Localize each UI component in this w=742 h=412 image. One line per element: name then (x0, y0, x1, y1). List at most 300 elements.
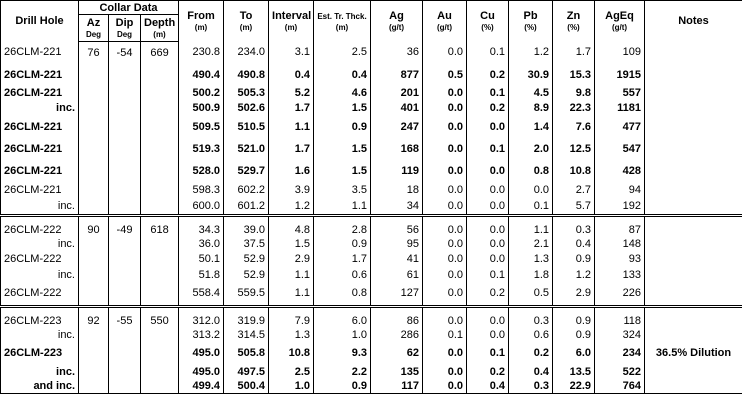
to-cell: 319.9 (224, 314, 269, 328)
drill-hole-cell: 26CLM-221 (1, 138, 79, 160)
est-true-thickness-cell: 9.3 (314, 342, 371, 365)
ag-cell: 36 (371, 42, 423, 65)
ageq-cell: 477 (595, 116, 645, 138)
col-header-az: Az Deg (79, 15, 109, 42)
to-cell: 601.2 (224, 199, 269, 216)
col-header-depth: Depth (m) (141, 15, 179, 42)
dip-cell (109, 268, 141, 282)
au-cell: 0.0 (423, 365, 467, 379)
zn-cell: 0.9 (553, 328, 595, 342)
col-header-pb: Pb (%) (509, 1, 553, 42)
cu-cell: 0.2 (467, 365, 509, 379)
az-cell (79, 282, 109, 307)
cu-cell: 0.0 (467, 182, 509, 199)
notes-cell (645, 101, 742, 116)
from-cell: 312.0 (179, 314, 224, 328)
est-true-thickness-cell: 2.8 (314, 223, 371, 237)
spacer-cell (314, 216, 371, 224)
to-cell: 505.8 (224, 342, 269, 365)
table-row (1, 42, 742, 65)
cu-cell: 0.2 (467, 282, 509, 307)
drill-hole-cell: 26CLM-221 (1, 160, 79, 182)
az-cell (79, 268, 109, 282)
ag-cell: 34 (371, 199, 423, 216)
table-row (1, 328, 742, 342)
interval-cell: 1.7 (269, 101, 314, 116)
to-cell: 314.5 (224, 328, 269, 342)
ageq-cell: 109 (595, 42, 645, 65)
drill-hole-cell: 26CLM-222 (1, 223, 79, 237)
cu-cell: 0.0 (467, 237, 509, 251)
spacer-cell (645, 216, 742, 224)
ageq-cell: 1181 (595, 101, 645, 116)
ageq-cell: 87 (595, 223, 645, 237)
dip-cell (109, 182, 141, 199)
zn-cell: 2.9 (553, 282, 595, 307)
drill-hole-cell: 26CLM-222 (1, 282, 79, 307)
spacer-cell (79, 216, 109, 224)
cu-cell: 0.0 (467, 116, 509, 138)
dip-cell (109, 160, 141, 182)
to-cell: 490.8 (224, 64, 269, 86)
cu-cell: 0.1 (467, 268, 509, 282)
cu-cell: 0.0 (467, 314, 509, 328)
from-cell: 230.8 (179, 42, 224, 65)
notes-cell (645, 223, 742, 237)
from-cell: 598.3 (179, 182, 224, 199)
au-cell: 0.0 (423, 251, 467, 268)
pb-cell: 8.9 (509, 101, 553, 116)
dip-cell (109, 251, 141, 268)
ageq-cell: 148 (595, 237, 645, 251)
dip-cell: -49 (109, 223, 141, 237)
ag-cell: 56 (371, 223, 423, 237)
from-cell: 36.0 (179, 237, 224, 251)
dip-cell (109, 86, 141, 101)
to-cell: 37.5 (224, 237, 269, 251)
notes-cell (645, 314, 742, 328)
drill-hole-cell: and inc. (1, 379, 79, 394)
spacer-cell (509, 216, 553, 224)
spacer-cell (423, 216, 467, 224)
az-cell (79, 251, 109, 268)
az-cell (79, 199, 109, 216)
ageq-cell: 118 (595, 314, 645, 328)
az-cell (79, 379, 109, 394)
dip-cell (109, 138, 141, 160)
to-cell: 52.9 (224, 268, 269, 282)
est-true-thickness-cell: 0.4 (314, 64, 371, 86)
ag-cell: 401 (371, 101, 423, 116)
to-cell: 529.7 (224, 160, 269, 182)
pb-cell: 0.8 (509, 160, 553, 182)
interval-cell: 1.3 (269, 328, 314, 342)
au-cell: 0.5 (423, 64, 467, 86)
au-cell: 0.0 (423, 223, 467, 237)
depth-cell (141, 237, 179, 251)
interval-cell: 1.2 (269, 199, 314, 216)
ageq-cell: 547 (595, 138, 645, 160)
az-cell: 76 (79, 42, 109, 65)
au-cell: 0.0 (423, 42, 467, 65)
ageq-cell: 94 (595, 182, 645, 199)
az-cell (79, 160, 109, 182)
au-cell: 0.0 (423, 101, 467, 116)
ag-cell: 247 (371, 116, 423, 138)
cu-cell: 0.0 (467, 251, 509, 268)
table-row (1, 116, 742, 138)
dip-cell (109, 237, 141, 251)
interval-cell: 0.4 (269, 64, 314, 86)
est-true-thickness-cell: 1.5 (314, 160, 371, 182)
col-header-notes: Notes (645, 1, 742, 42)
ag-cell: 877 (371, 64, 423, 86)
dip-cell (109, 116, 141, 138)
from-cell: 490.4 (179, 64, 224, 86)
interval-cell: 1.7 (269, 138, 314, 160)
pb-cell: 0.0 (509, 182, 553, 199)
to-cell: 52.9 (224, 251, 269, 268)
au-cell: 0.0 (423, 116, 467, 138)
drill-hole-cell: 26CLM-221 (1, 182, 79, 199)
from-cell: 528.0 (179, 160, 224, 182)
ag-cell: 61 (371, 268, 423, 282)
spacer-cell (79, 307, 109, 315)
cu-cell: 0.0 (467, 328, 509, 342)
depth-cell (141, 251, 179, 268)
az-cell (79, 116, 109, 138)
depth-cell (141, 182, 179, 199)
ag-cell: 286 (371, 328, 423, 342)
col-header-interval: Interval (m) (269, 1, 314, 42)
spacer-cell (371, 216, 423, 224)
to-cell: 502.6 (224, 101, 269, 116)
from-cell: 499.4 (179, 379, 224, 394)
ag-cell: 168 (371, 138, 423, 160)
zn-cell: 9.8 (553, 86, 595, 101)
col-header-au: Au (g/t) (423, 1, 467, 42)
est-true-thickness-cell: 2.5 (314, 42, 371, 65)
spacer-cell (1, 307, 79, 315)
table-row (1, 379, 742, 394)
pb-cell: 1.3 (509, 251, 553, 268)
zn-cell: 0.4 (553, 237, 595, 251)
from-cell: 51.8 (179, 268, 224, 282)
dip-cell (109, 101, 141, 116)
notes-cell (645, 251, 742, 268)
au-cell: 0.0 (423, 342, 467, 365)
depth-cell (141, 328, 179, 342)
col-header-ag: Ag (g/t) (371, 1, 423, 42)
pb-cell: 0.5 (509, 282, 553, 307)
depth-cell (141, 160, 179, 182)
notes-cell (645, 64, 742, 86)
ag-cell: 119 (371, 160, 423, 182)
to-cell: 510.5 (224, 116, 269, 138)
drill-hole-cell: inc. (1, 268, 79, 282)
az-cell: 92 (79, 314, 109, 328)
table-body (1, 42, 742, 394)
to-cell: 505.3 (224, 86, 269, 101)
ageq-cell: 1915 (595, 64, 645, 86)
depth-cell (141, 282, 179, 307)
ageq-cell: 133 (595, 268, 645, 282)
spacer-cell (314, 307, 371, 315)
au-cell: 0.0 (423, 379, 467, 394)
interval-cell: 2.9 (269, 251, 314, 268)
drill-hole-cell: inc. (1, 365, 79, 379)
pb-cell: 0.3 (509, 379, 553, 394)
az-cell (79, 365, 109, 379)
cu-cell: 0.0 (467, 199, 509, 216)
notes-cell (645, 199, 742, 216)
ageq-cell: 226 (595, 282, 645, 307)
table-row (1, 182, 742, 199)
cu-cell: 0.2 (467, 101, 509, 116)
pb-cell: 2.0 (509, 138, 553, 160)
table-row (1, 268, 742, 282)
cu-cell: 0.1 (467, 42, 509, 65)
interval-cell: 2.5 (269, 365, 314, 379)
col-header-drill-hole: Drill Hole (1, 1, 79, 42)
spacer-cell (141, 307, 179, 315)
ageq-cell: 764 (595, 379, 645, 394)
to-cell: 497.5 (224, 365, 269, 379)
dip-cell (109, 282, 141, 307)
az-cell (79, 86, 109, 101)
az-cell (79, 64, 109, 86)
zn-cell: 12.5 (553, 138, 595, 160)
table-row (1, 282, 742, 307)
zn-cell: 10.8 (553, 160, 595, 182)
interval-cell: 3.9 (269, 182, 314, 199)
au-cell: 0.0 (423, 268, 467, 282)
spacer-cell (141, 216, 179, 224)
spacer-cell (179, 216, 224, 224)
est-true-thickness-cell: 1.1 (314, 199, 371, 216)
au-cell: 0.0 (423, 160, 467, 182)
est-true-thickness-cell: 0.9 (314, 379, 371, 394)
zn-cell: 0.3 (553, 223, 595, 237)
table-row (1, 64, 742, 86)
ageq-cell: 522 (595, 365, 645, 379)
dip-cell (109, 199, 141, 216)
drill-hole-cell: inc. (1, 101, 79, 116)
spacer-cell (109, 307, 141, 315)
cu-cell: 0.1 (467, 342, 509, 365)
zn-cell: 22.3 (553, 101, 595, 116)
cu-cell: 0.0 (467, 160, 509, 182)
spacer-cell (269, 216, 314, 224)
spacer-cell (595, 216, 645, 224)
spacer-cell (595, 307, 645, 315)
zn-cell: 1.2 (553, 268, 595, 282)
to-cell: 39.0 (224, 223, 269, 237)
spacer-cell (423, 307, 467, 315)
spacer-cell (553, 307, 595, 315)
au-cell: 0.0 (423, 138, 467, 160)
pb-cell: 0.4 (509, 365, 553, 379)
ag-cell: 117 (371, 379, 423, 394)
from-cell: 495.0 (179, 365, 224, 379)
zn-cell: 2.7 (553, 182, 595, 199)
pb-cell: 1.1 (509, 223, 553, 237)
dip-cell (109, 342, 141, 365)
az-cell (79, 101, 109, 116)
az-cell (79, 328, 109, 342)
col-header-est-true-thickness: Est. Tr. Thck. (m) (314, 1, 371, 42)
est-true-thickness-cell: 3.5 (314, 182, 371, 199)
drill-hole-cell: 26CLM-223 (1, 342, 79, 365)
zn-cell: 15.3 (553, 64, 595, 86)
dip-cell: -54 (109, 42, 141, 65)
ageq-cell: 93 (595, 251, 645, 268)
pb-cell: 30.9 (509, 64, 553, 86)
notes-cell: 36.5% Dilution (645, 342, 742, 365)
au-cell: 0.0 (423, 86, 467, 101)
ag-cell: 41 (371, 251, 423, 268)
to-cell: 234.0 (224, 42, 269, 65)
az-cell (79, 138, 109, 160)
drill-hole-cell: 26CLM-223 (1, 314, 79, 328)
est-true-thickness-cell: 1.7 (314, 251, 371, 268)
spacer-cell (371, 307, 423, 315)
table-row (1, 160, 742, 182)
interval-cell: 1.1 (269, 116, 314, 138)
from-cell: 313.2 (179, 328, 224, 342)
est-true-thickness-cell: 1.5 (314, 138, 371, 160)
ageq-cell: 192 (595, 199, 645, 216)
ag-cell: 62 (371, 342, 423, 365)
zn-cell: 1.7 (553, 42, 595, 65)
depth-cell: 669 (141, 42, 179, 65)
pb-cell: 0.1 (509, 199, 553, 216)
spacer-cell (109, 216, 141, 224)
drill-hole-cell: 26CLM-221 (1, 64, 79, 86)
notes-cell (645, 160, 742, 182)
cu-cell: 0.2 (467, 64, 509, 86)
interval-cell: 10.8 (269, 342, 314, 365)
notes-cell (645, 182, 742, 199)
table-row (1, 138, 742, 160)
from-cell: 600.0 (179, 199, 224, 216)
spacer-cell (645, 307, 742, 315)
table-row (1, 314, 742, 328)
spacer-cell (509, 307, 553, 315)
ageq-cell: 557 (595, 86, 645, 101)
au-cell: 0.0 (423, 282, 467, 307)
est-true-thickness-cell: 2.2 (314, 365, 371, 379)
from-cell: 500.9 (179, 101, 224, 116)
zn-cell: 7.6 (553, 116, 595, 138)
to-cell: 500.4 (224, 379, 269, 394)
depth-cell (141, 199, 179, 216)
depth-cell (141, 64, 179, 86)
from-cell: 50.1 (179, 251, 224, 268)
ag-cell: 18 (371, 182, 423, 199)
drill-hole-cell: 26CLM-221 (1, 86, 79, 101)
est-true-thickness-cell: 1.0 (314, 328, 371, 342)
table-row (1, 223, 742, 237)
zn-cell: 0.9 (553, 314, 595, 328)
col-header-from: From (m) (179, 1, 224, 42)
cu-cell: 0.0 (467, 223, 509, 237)
ageq-cell: 428 (595, 160, 645, 182)
to-cell: 559.5 (224, 282, 269, 307)
pb-cell: 1.4 (509, 116, 553, 138)
est-true-thickness-cell: 0.9 (314, 237, 371, 251)
dip-cell (109, 379, 141, 394)
spacer-cell (467, 307, 509, 315)
notes-cell (645, 268, 742, 282)
ag-cell: 201 (371, 86, 423, 101)
ag-cell: 127 (371, 282, 423, 307)
cu-cell: 0.1 (467, 86, 509, 101)
depth-cell (141, 379, 179, 394)
notes-cell (645, 379, 742, 394)
pb-cell: 0.3 (509, 314, 553, 328)
az-cell: 90 (79, 223, 109, 237)
cu-cell: 0.4 (467, 379, 509, 394)
notes-cell (645, 237, 742, 251)
spacer-cell (553, 216, 595, 224)
from-cell: 500.2 (179, 86, 224, 101)
spacer-cell (224, 307, 269, 315)
notes-cell (645, 42, 742, 65)
interval-cell: 4.8 (269, 223, 314, 237)
spacer-cell (224, 216, 269, 224)
from-cell: 495.0 (179, 342, 224, 365)
interval-cell: 1.0 (269, 379, 314, 394)
from-cell: 34.3 (179, 223, 224, 237)
est-true-thickness-cell: 0.8 (314, 282, 371, 307)
pb-cell: 1.8 (509, 268, 553, 282)
depth-cell (141, 342, 179, 365)
interval-cell: 1.5 (269, 237, 314, 251)
to-cell: 521.0 (224, 138, 269, 160)
notes-cell (645, 282, 742, 307)
from-cell: 519.3 (179, 138, 224, 160)
interval-cell: 5.2 (269, 86, 314, 101)
notes-cell (645, 328, 742, 342)
az-cell (79, 182, 109, 199)
from-cell: 558.4 (179, 282, 224, 307)
table-row (1, 251, 742, 268)
drill-hole-cell: 26CLM-221 (1, 116, 79, 138)
spacer-cell (269, 307, 314, 315)
col-header-ageq: AgEq (g/t) (595, 1, 645, 42)
table-row (1, 199, 742, 216)
au-cell: 0.0 (423, 199, 467, 216)
drill-hole-cell: inc. (1, 328, 79, 342)
drill-hole-cell: inc. (1, 237, 79, 251)
az-cell (79, 237, 109, 251)
zn-cell: 22.9 (553, 379, 595, 394)
col-header-zn: Zn (%) (553, 1, 595, 42)
pb-cell: 0.2 (509, 342, 553, 365)
col-header-dip: Dip Deg (109, 15, 141, 42)
pb-cell: 1.2 (509, 42, 553, 65)
ag-cell: 135 (371, 365, 423, 379)
au-cell: 0.0 (423, 314, 467, 328)
depth-cell (141, 101, 179, 116)
table-row (1, 342, 742, 365)
dip-cell (109, 328, 141, 342)
interval-cell: 3.1 (269, 42, 314, 65)
pb-cell: 4.5 (509, 86, 553, 101)
notes-cell (645, 138, 742, 160)
au-cell: 0.1 (423, 328, 467, 342)
